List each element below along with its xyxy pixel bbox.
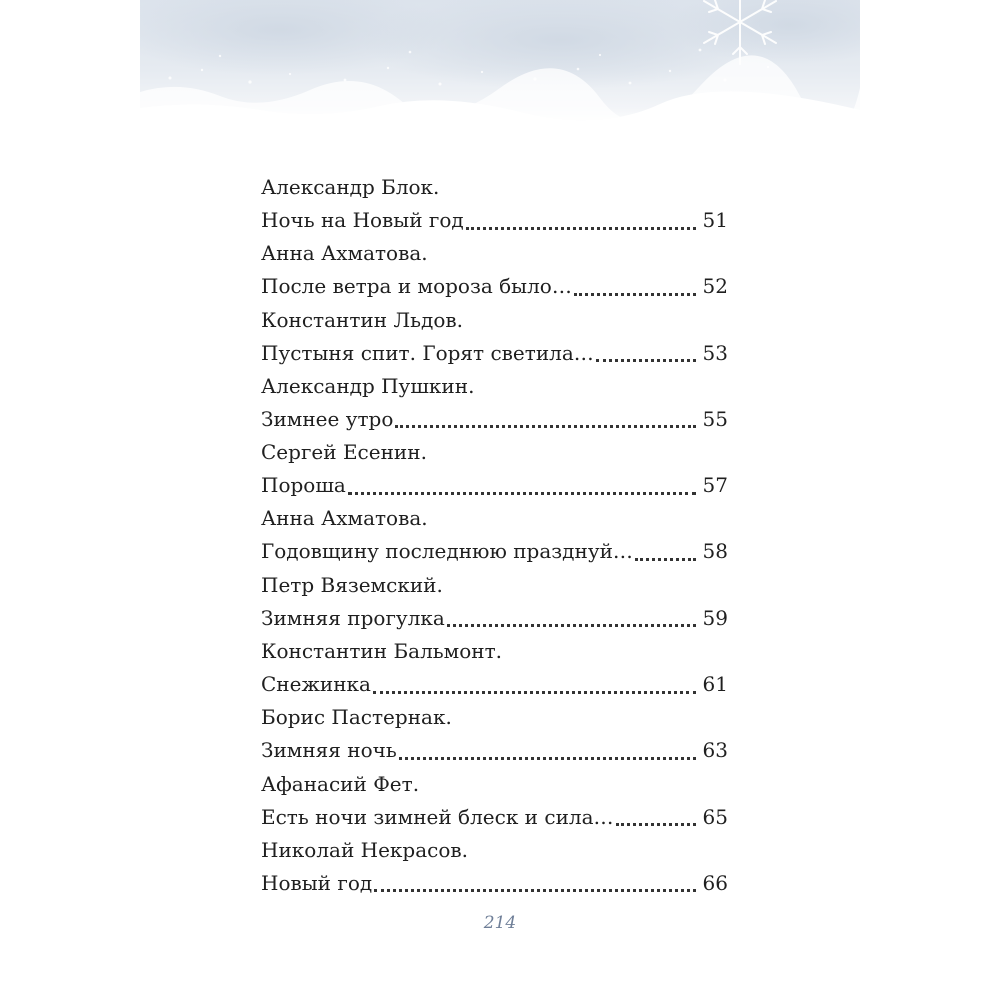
toc-page-number: 53 [702, 340, 728, 365]
toc-title-line [261, 602, 728, 635]
toc-title-line [261, 867, 728, 900]
toc-page-number: 58 [702, 539, 728, 564]
dot-leader [395, 409, 696, 429]
toc-title: После ветра и мороза было… [261, 274, 572, 299]
toc-author: Александр Блок. [261, 175, 440, 199]
toc-entry [261, 834, 728, 900]
toc-title-line [261, 535, 728, 568]
toc-title-line [261, 801, 728, 834]
toc-title-line [261, 668, 728, 701]
dot-leader [574, 277, 696, 297]
dot-leader [348, 476, 696, 496]
toc-page-number: 59 [702, 605, 728, 630]
toc-title-line [261, 270, 728, 303]
page-number: 214 [483, 913, 517, 933]
toc-title-line [261, 734, 728, 767]
toc-entry [261, 635, 728, 701]
toc-author: Афанасий Фет. [261, 771, 420, 796]
toc-author: Александр Пушкин. [261, 373, 475, 398]
toc-title: Ночь на Новый год [261, 208, 464, 232]
toc-entry [261, 768, 728, 834]
toc-title-line [261, 469, 728, 502]
toc-entry [261, 237, 728, 303]
toc-title: Зимнее утро [261, 406, 394, 431]
toc-author: Константин Льдов. [261, 307, 464, 332]
toc-title: Годовщину последнюю празднуй… [261, 539, 633, 564]
table-of-contents [261, 171, 728, 900]
toc-title: Новый год [261, 870, 373, 895]
toc-page-number: 55 [702, 406, 728, 431]
toc-title-line [261, 337, 728, 370]
toc-author: Петр Вяземский. [261, 572, 443, 597]
toc-title-line [261, 403, 728, 436]
toc-page-number: 57 [702, 473, 728, 498]
toc-author: Константин Бальмонт. [261, 639, 503, 664]
toc-entry [261, 502, 728, 568]
dot-leader [616, 807, 696, 827]
toc-title: Зимняя прогулка [261, 605, 445, 630]
dot-leader [374, 873, 696, 893]
toc-title: Пороша [261, 473, 346, 498]
dot-leader [596, 343, 696, 363]
toc-title-line [261, 204, 728, 237]
toc-page-number: 63 [702, 738, 728, 763]
toc-page-number: 52 [702, 274, 728, 299]
toc-title: Зимняя ночь [261, 738, 397, 763]
toc-title: Есть ночи зимней блеск и сила… [261, 804, 614, 829]
toc-page-number: 61 [702, 672, 728, 697]
toc-page-number: 65 [702, 804, 728, 829]
toc-title: Снежинка [261, 672, 371, 697]
toc-entry [261, 370, 728, 436]
toc-author: Анна Ахматова. [261, 241, 428, 266]
toc-author: Анна Ахматова. [261, 506, 428, 531]
toc-author: Сергей Есенин. [261, 440, 427, 465]
winter-header-illustration [140, 0, 860, 128]
toc-entry [261, 701, 728, 767]
dot-leader [399, 741, 696, 761]
dot-leader [447, 608, 696, 628]
toc-entry [261, 569, 728, 635]
dot-leader [466, 211, 696, 231]
toc-page-number: 51 [702, 208, 728, 232]
dot-leader [635, 542, 696, 562]
toc-page-number: 66 [702, 870, 728, 895]
toc-author: Борис Пастернак. [261, 705, 452, 730]
dot-leader [373, 675, 696, 695]
toc-entry [261, 436, 728, 502]
toc-entry [261, 171, 728, 237]
toc-title: Пустыня спит. Горят светила… [261, 340, 594, 365]
toc-author: Николай Некрасов. [261, 837, 468, 862]
toc-entry [261, 304, 728, 370]
